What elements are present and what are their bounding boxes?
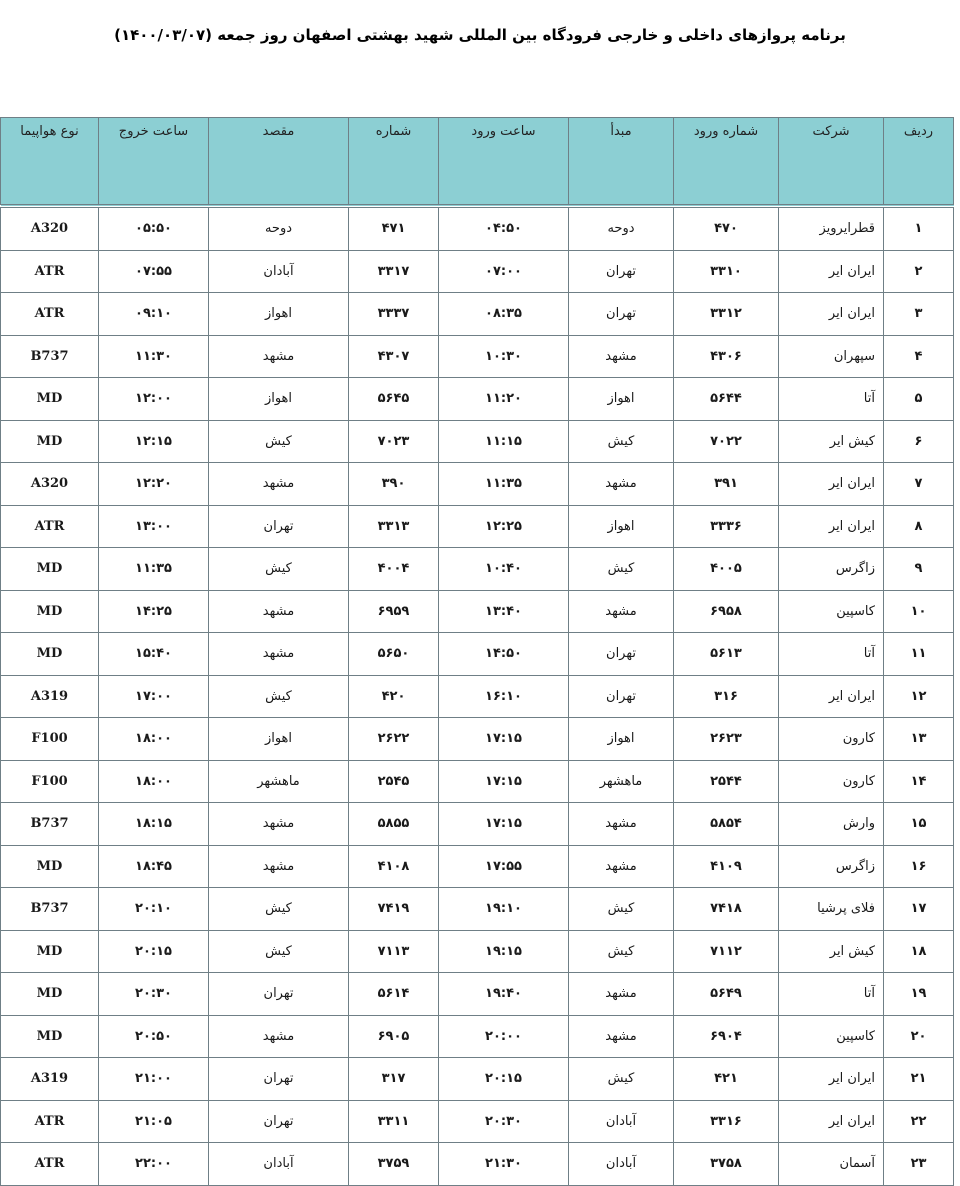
aircraft-type-cell: MD bbox=[1, 633, 99, 676]
departure-time-cell: ۱۸:۴۵ bbox=[99, 845, 209, 888]
origin-cell: مشهد bbox=[569, 973, 674, 1016]
table-row bbox=[1, 505, 954, 548]
destination-cell: آبادان bbox=[209, 250, 349, 293]
airline-cell: ایران ایر bbox=[779, 505, 884, 548]
destination-cell: اهواز bbox=[209, 378, 349, 421]
arrival-time-cell: ۱۷:۵۵ bbox=[439, 845, 569, 888]
header-departure-time: ساعت خروج bbox=[99, 118, 209, 207]
airline-cell: ایران ایر bbox=[779, 675, 884, 718]
departure-number-cell: ۴۳۰۷ bbox=[349, 335, 439, 378]
aircraft-type-cell: MD bbox=[1, 973, 99, 1016]
arrival-time-cell: ۱۱:۱۵ bbox=[439, 420, 569, 463]
table-row bbox=[1, 845, 954, 888]
arrival-number-cell: ۴۱۰۹ bbox=[674, 845, 779, 888]
table-row bbox=[1, 633, 954, 676]
departure-time-cell: ۱۳:۰۰ bbox=[99, 505, 209, 548]
departure-number-cell: ۵۸۵۵ bbox=[349, 803, 439, 846]
row-number: ۱۳ bbox=[884, 718, 954, 761]
origin-cell: مشهد bbox=[569, 1015, 674, 1058]
arrival-number-cell: ۳۳۱۰ bbox=[674, 250, 779, 293]
aircraft-type-cell: F100 bbox=[1, 718, 99, 761]
arrival-time-cell: ۰۷:۰۰ bbox=[439, 250, 569, 293]
destination-cell: تهران bbox=[209, 1100, 349, 1143]
aircraft-type-cell: ATR bbox=[1, 293, 99, 336]
airline-cell: آسمان bbox=[779, 1143, 884, 1186]
origin-cell: اهواز bbox=[569, 378, 674, 421]
airline-cell: آتا bbox=[779, 378, 884, 421]
departure-time-cell: ۱۲:۱۵ bbox=[99, 420, 209, 463]
table-row bbox=[1, 378, 954, 421]
row-number: ۱۴ bbox=[884, 760, 954, 803]
table-row bbox=[1, 1100, 954, 1143]
row-number: ۲۳ bbox=[884, 1143, 954, 1186]
aircraft-type-cell: B737 bbox=[1, 803, 99, 846]
table-row bbox=[1, 718, 954, 761]
destination-cell: اهواز bbox=[209, 293, 349, 336]
header-departure-number: شماره bbox=[349, 118, 439, 207]
departure-number-cell: ۳۳۱۱ bbox=[349, 1100, 439, 1143]
table-row bbox=[1, 548, 954, 591]
aircraft-type-cell: A320 bbox=[1, 206, 99, 250]
table-row bbox=[1, 888, 954, 931]
departure-time-cell: ۰۹:۱۰ bbox=[99, 293, 209, 336]
arrival-number-cell: ۶۹۵۸ bbox=[674, 590, 779, 633]
destination-cell: دوحه bbox=[209, 206, 349, 250]
arrival-number-cell: ۵۶۴۴ bbox=[674, 378, 779, 421]
arrival-number-cell: ۵۶۱۳ bbox=[674, 633, 779, 676]
departure-number-cell: ۴۲۰ bbox=[349, 675, 439, 718]
aircraft-type-cell: F100 bbox=[1, 760, 99, 803]
aircraft-type-cell: MD bbox=[1, 548, 99, 591]
table-row bbox=[1, 590, 954, 633]
row-number: ۳ bbox=[884, 293, 954, 336]
aircraft-type-cell: MD bbox=[1, 845, 99, 888]
arrival-time-cell: ۱۷:۱۵ bbox=[439, 718, 569, 761]
arrival-number-cell: ۳۳۱۲ bbox=[674, 293, 779, 336]
departure-number-cell: ۳۹۰ bbox=[349, 463, 439, 506]
departure-time-cell: ۱۱:۳۵ bbox=[99, 548, 209, 591]
departure-number-cell: ۷۴۱۹ bbox=[349, 888, 439, 931]
arrival-time-cell: ۱۰:۴۰ bbox=[439, 548, 569, 591]
arrival-time-cell: ۱۳:۴۰ bbox=[439, 590, 569, 633]
airline-cell: فلای پرشیا bbox=[779, 888, 884, 931]
table-row bbox=[1, 1015, 954, 1058]
destination-cell: کیش bbox=[209, 420, 349, 463]
origin-cell: مشهد bbox=[569, 590, 674, 633]
arrival-time-cell: ۱۹:۱۵ bbox=[439, 930, 569, 973]
row-number: ۲ bbox=[884, 250, 954, 293]
departure-time-cell: ۱۲:۰۰ bbox=[99, 378, 209, 421]
airline-cell: وارش bbox=[779, 803, 884, 846]
origin-cell: تهران bbox=[569, 633, 674, 676]
departure-time-cell: ۰۷:۵۵ bbox=[99, 250, 209, 293]
row-number: ۴ bbox=[884, 335, 954, 378]
departure-number-cell: ۷۰۲۳ bbox=[349, 420, 439, 463]
aircraft-type-cell: MD bbox=[1, 1015, 99, 1058]
origin-cell: ماهشهر bbox=[569, 760, 674, 803]
arrival-number-cell: ۴۰۰۵ bbox=[674, 548, 779, 591]
aircraft-type-cell: A319 bbox=[1, 675, 99, 718]
row-number: ۱۷ bbox=[884, 888, 954, 931]
origin-cell: تهران bbox=[569, 675, 674, 718]
table-row bbox=[1, 1058, 954, 1101]
origin-cell: تهران bbox=[569, 250, 674, 293]
arrival-time-cell: ۱۲:۲۵ bbox=[439, 505, 569, 548]
header-destination: مقصد bbox=[209, 118, 349, 207]
departure-number-cell: ۳۳۱۷ bbox=[349, 250, 439, 293]
origin-cell: کیش bbox=[569, 1058, 674, 1101]
airline-cell: ایران ایر bbox=[779, 463, 884, 506]
table-row bbox=[1, 930, 954, 973]
table-row bbox=[1, 250, 954, 293]
departure-number-cell: ۳۱۷ bbox=[349, 1058, 439, 1101]
departure-number-cell: ۳۳۳۷ bbox=[349, 293, 439, 336]
arrival-number-cell: ۳۳۳۶ bbox=[674, 505, 779, 548]
arrival-number-cell: ۷۱۱۲ bbox=[674, 930, 779, 973]
arrival-number-cell: ۵۸۵۴ bbox=[674, 803, 779, 846]
arrival-number-cell: ۵۶۴۹ bbox=[674, 973, 779, 1016]
row-number: ۲۲ bbox=[884, 1100, 954, 1143]
departure-time-cell: ۱۸:۱۵ bbox=[99, 803, 209, 846]
flight-schedule-table bbox=[0, 117, 954, 1186]
airline-cell: سپهران bbox=[779, 335, 884, 378]
destination-cell: کیش bbox=[209, 888, 349, 931]
header-aircraft-type: نوع هواپیما bbox=[1, 118, 99, 207]
origin-cell: کیش bbox=[569, 930, 674, 973]
departure-time-cell: ۲۰:۵۰ bbox=[99, 1015, 209, 1058]
destination-cell: مشهد bbox=[209, 463, 349, 506]
airline-cell: کارون bbox=[779, 760, 884, 803]
airline-cell: ایران ایر bbox=[779, 250, 884, 293]
destination-cell: تهران bbox=[209, 1058, 349, 1101]
row-number: ۱۰ bbox=[884, 590, 954, 633]
departure-number-cell: ۵۶۱۴ bbox=[349, 973, 439, 1016]
aircraft-type-cell: A320 bbox=[1, 463, 99, 506]
departure-time-cell: ۱۸:۰۰ bbox=[99, 760, 209, 803]
row-number: ۱۶ bbox=[884, 845, 954, 888]
destination-cell: مشهد bbox=[209, 803, 349, 846]
table-row bbox=[1, 760, 954, 803]
departure-time-cell: ۲۱:۰۵ bbox=[99, 1100, 209, 1143]
departure-time-cell: ۱۵:۴۰ bbox=[99, 633, 209, 676]
departure-time-cell: ۱۷:۰۰ bbox=[99, 675, 209, 718]
aircraft-type-cell: B737 bbox=[1, 335, 99, 378]
aircraft-type-cell: B737 bbox=[1, 888, 99, 931]
origin-cell: مشهد bbox=[569, 803, 674, 846]
row-number: ۲۱ bbox=[884, 1058, 954, 1101]
arrival-time-cell: ۱۷:۱۵ bbox=[439, 803, 569, 846]
row-number: ۷ bbox=[884, 463, 954, 506]
departure-time-cell: ۲۱:۰۰ bbox=[99, 1058, 209, 1101]
arrival-time-cell: ۱۱:۳۵ bbox=[439, 463, 569, 506]
departure-time-cell: ۲۰:۱۰ bbox=[99, 888, 209, 931]
departure-time-cell: ۱۱:۳۰ bbox=[99, 335, 209, 378]
origin-cell: آبادان bbox=[569, 1143, 674, 1186]
departure-number-cell: ۴۱۰۸ bbox=[349, 845, 439, 888]
destination-cell: مشهد bbox=[209, 1015, 349, 1058]
row-number: ۲۰ bbox=[884, 1015, 954, 1058]
origin-cell: دوحه bbox=[569, 206, 674, 250]
destination-cell: اهواز bbox=[209, 718, 349, 761]
aircraft-type-cell: ATR bbox=[1, 505, 99, 548]
departure-time-cell: ۰۵:۵۰ bbox=[99, 206, 209, 250]
departure-number-cell: ۴۷۱ bbox=[349, 206, 439, 250]
header-arrival-number: شماره ورود bbox=[674, 118, 779, 207]
arrival-time-cell: ۱۰:۳۰ bbox=[439, 335, 569, 378]
arrival-number-cell: ۲۵۴۴ bbox=[674, 760, 779, 803]
airline-cell: ایران ایر bbox=[779, 1100, 884, 1143]
airline-cell: کیش ایر bbox=[779, 420, 884, 463]
airline-cell: آتا bbox=[779, 633, 884, 676]
destination-cell: تهران bbox=[209, 973, 349, 1016]
origin-cell: کیش bbox=[569, 548, 674, 591]
departure-number-cell: ۵۶۵۰ bbox=[349, 633, 439, 676]
row-number: ۱۲ bbox=[884, 675, 954, 718]
arrival-time-cell: ۱۶:۱۰ bbox=[439, 675, 569, 718]
header-origin: مبدأ bbox=[569, 118, 674, 207]
arrival-number-cell: ۴۷۰ bbox=[674, 206, 779, 250]
departure-number-cell: ۶۹۵۹ bbox=[349, 590, 439, 633]
arrival-number-cell: ۴۲۱ bbox=[674, 1058, 779, 1101]
destination-cell: کیش bbox=[209, 930, 349, 973]
arrival-number-cell: ۳۹۱ bbox=[674, 463, 779, 506]
origin-cell: کیش bbox=[569, 420, 674, 463]
arrival-number-cell: ۲۶۲۳ bbox=[674, 718, 779, 761]
departure-number-cell: ۵۶۴۵ bbox=[349, 378, 439, 421]
arrival-number-cell: ۳۳۱۶ bbox=[674, 1100, 779, 1143]
arrival-time-cell: ۰۴:۵۰ bbox=[439, 206, 569, 250]
table-row bbox=[1, 1143, 954, 1186]
page-title: برنامه پروازهای داخلی و خارجی فرودگاه بین المللی شهید بهشتی اصفهان روز جمعه (۱۴۰۰/۰۳/۰۷) bbox=[114, 26, 846, 44]
arrival-time-cell: ۲۰:۱۵ bbox=[439, 1058, 569, 1101]
arrival-time-cell: ۱۴:۵۰ bbox=[439, 633, 569, 676]
destination-cell: مشهد bbox=[209, 845, 349, 888]
table-row bbox=[1, 463, 954, 506]
origin-cell: مشهد bbox=[569, 335, 674, 378]
arrival-number-cell: ۴۳۰۶ bbox=[674, 335, 779, 378]
row-number: ۱۱ bbox=[884, 633, 954, 676]
table-row bbox=[1, 803, 954, 846]
departure-time-cell: ۲۲:۰۰ bbox=[99, 1143, 209, 1186]
departure-time-cell: ۲۰:۳۰ bbox=[99, 973, 209, 1016]
departure-time-cell: ۱۸:۰۰ bbox=[99, 718, 209, 761]
row-number: ۵ bbox=[884, 378, 954, 421]
origin-cell: اهواز bbox=[569, 505, 674, 548]
row-number: ۱۹ bbox=[884, 973, 954, 1016]
arrival-time-cell: ۰۸:۳۵ bbox=[439, 293, 569, 336]
aircraft-type-cell: MD bbox=[1, 420, 99, 463]
departure-number-cell: ۴۰۰۴ bbox=[349, 548, 439, 591]
origin-cell: کیش bbox=[569, 888, 674, 931]
departure-time-cell: ۱۲:۲۰ bbox=[99, 463, 209, 506]
row-number: ۸ bbox=[884, 505, 954, 548]
aircraft-type-cell: MD bbox=[1, 590, 99, 633]
airline-cell: کیش ایر bbox=[779, 930, 884, 973]
header-airline: شرکت bbox=[779, 118, 884, 207]
table-row bbox=[1, 293, 954, 336]
arrival-number-cell: ۶۹۰۴ bbox=[674, 1015, 779, 1058]
departure-number-cell: ۶۹۰۵ bbox=[349, 1015, 439, 1058]
aircraft-type-cell: ATR bbox=[1, 1143, 99, 1186]
aircraft-type-cell: MD bbox=[1, 378, 99, 421]
origin-cell: تهران bbox=[569, 293, 674, 336]
row-number: ۱۸ bbox=[884, 930, 954, 973]
arrival-number-cell: ۷۴۱۸ bbox=[674, 888, 779, 931]
arrival-time-cell: ۱۹:۴۰ bbox=[439, 973, 569, 1016]
header-row bbox=[1, 118, 954, 207]
destination-cell: مشهد bbox=[209, 590, 349, 633]
arrival-number-cell: ۳۷۵۸ bbox=[674, 1143, 779, 1186]
row-number: ۹ bbox=[884, 548, 954, 591]
origin-cell: مشهد bbox=[569, 845, 674, 888]
destination-cell: ماهشهر bbox=[209, 760, 349, 803]
aircraft-type-cell: MD bbox=[1, 930, 99, 973]
airline-cell: ایران ایر bbox=[779, 1058, 884, 1101]
destination-cell: مشهد bbox=[209, 335, 349, 378]
departure-number-cell: ۲۵۴۵ bbox=[349, 760, 439, 803]
origin-cell: اهواز bbox=[569, 718, 674, 761]
airline-cell: قطرایرویز bbox=[779, 206, 884, 250]
row-number: ۱۵ bbox=[884, 803, 954, 846]
departure-number-cell: ۷۱۱۳ bbox=[349, 930, 439, 973]
arrival-number-cell: ۳۱۶ bbox=[674, 675, 779, 718]
arrival-time-cell: ۲۰:۳۰ bbox=[439, 1100, 569, 1143]
airline-cell: زاگرس bbox=[779, 845, 884, 888]
aircraft-type-cell: A319 bbox=[1, 1058, 99, 1101]
aircraft-type-cell: ATR bbox=[1, 250, 99, 293]
arrival-time-cell: ۲۰:۰۰ bbox=[439, 1015, 569, 1058]
departure-number-cell: ۳۳۱۳ bbox=[349, 505, 439, 548]
arrival-time-cell: ۱۷:۱۵ bbox=[439, 760, 569, 803]
airline-cell: زاگرس bbox=[779, 548, 884, 591]
aircraft-type-cell: ATR bbox=[1, 1100, 99, 1143]
origin-cell: آبادان bbox=[569, 1100, 674, 1143]
table-row bbox=[1, 206, 954, 250]
destination-cell: آبادان bbox=[209, 1143, 349, 1186]
departure-number-cell: ۳۷۵۹ bbox=[349, 1143, 439, 1186]
arrival-time-cell: ۱۹:۱۰ bbox=[439, 888, 569, 931]
destination-cell: مشهد bbox=[209, 633, 349, 676]
airline-cell: کاسپین bbox=[779, 590, 884, 633]
arrival-time-cell: ۱۱:۲۰ bbox=[439, 378, 569, 421]
arrival-number-cell: ۷۰۲۲ bbox=[674, 420, 779, 463]
destination-cell: کیش bbox=[209, 675, 349, 718]
table-row bbox=[1, 420, 954, 463]
departure-time-cell: ۱۴:۲۵ bbox=[99, 590, 209, 633]
table-row bbox=[1, 675, 954, 718]
origin-cell: مشهد bbox=[569, 463, 674, 506]
arrival-time-cell: ۲۱:۳۰ bbox=[439, 1143, 569, 1186]
header-arrival-time: ساعت ورود bbox=[439, 118, 569, 207]
destination-cell: تهران bbox=[209, 505, 349, 548]
departure-number-cell: ۲۶۲۲ bbox=[349, 718, 439, 761]
row-number: ۱ bbox=[884, 206, 954, 250]
row-number: ۶ bbox=[884, 420, 954, 463]
airline-cell: کاسپین bbox=[779, 1015, 884, 1058]
destination-cell: کیش bbox=[209, 548, 349, 591]
airline-cell: کارون bbox=[779, 718, 884, 761]
table-row bbox=[1, 973, 954, 1016]
table-row bbox=[1, 335, 954, 378]
header-row-no: ردیف bbox=[884, 118, 954, 207]
airline-cell: آتا bbox=[779, 973, 884, 1016]
departure-time-cell: ۲۰:۱۵ bbox=[99, 930, 209, 973]
airline-cell: ایران ایر bbox=[779, 293, 884, 336]
